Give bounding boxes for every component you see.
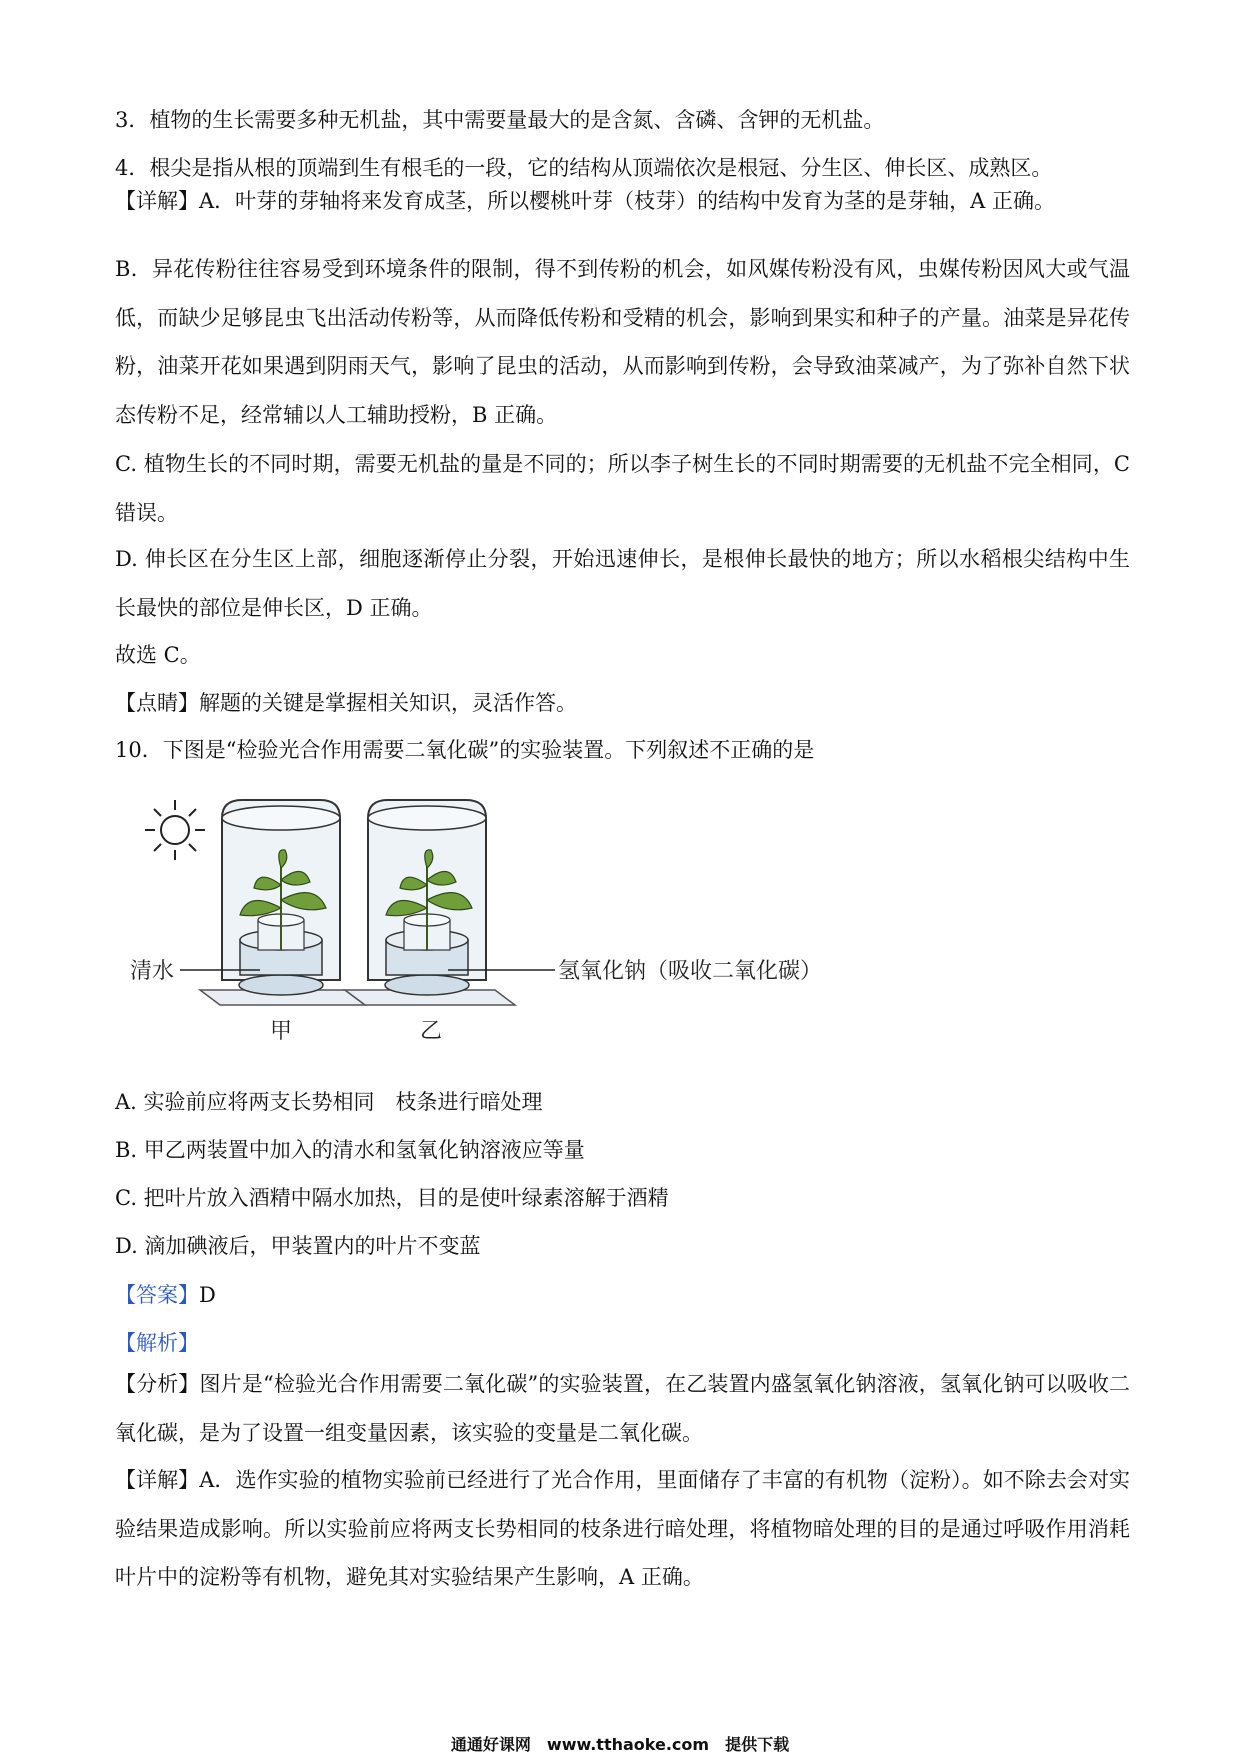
option-b: B. 甲乙两装置中加入的清水和氢氧化钠溶液应等量 (115, 1138, 585, 1162)
answer-label: 【答案】 (115, 1283, 199, 1307)
label-clear-water: 清水 (130, 959, 175, 984)
detail-option-a: 【详解】A．叶芽的芽轴将来发育成茎，所以樱桃叶芽（枝芽）的结构中发育为茎的是芽轴，A 正确。 (115, 189, 1056, 213)
knowledge-point-4: 4．根尖是指从根的顶端到生有根毛的一段，它的结构从顶端依次是根冠、分生区、伸长区、成熟区。 (115, 156, 1053, 180)
comment-line: 【点睛】解题的关键是掌握相关知识，灵活作答。 (115, 691, 577, 715)
sun-icon (145, 800, 205, 860)
experiment-figure (130, 790, 870, 1050)
option-c: C. 把叶片放入酒精中隔水加热，目的是使叶绿素溶解于酒精 (115, 1186, 669, 1210)
answer-line (115, 1280, 216, 1310)
page-footer: 通通好课网 www.tthaoke.com 提供下载 (450, 1735, 790, 1754)
label-jia: 甲 (270, 1019, 293, 1044)
apparatus-jia (200, 800, 365, 1005)
detail-option-b: B．异花传粉往往容易受到环境条件的限制，得不到传粉的机会，如风媒传粉没有风，虫媒传粉因风大或气温低，而缺少足够昆虫飞出活动传粉等，从而降低传粉和受精的机会，影响到果实和种子的产量。油菜是异花传粉，油菜开花如果遇到阴雨天气，影响了昆虫的活动，从而影响到传粉，会导致油菜减产，为了弥补自然下状态传粉不足，经常辅以人工辅助授粉，B 正确。 (115, 257, 1130, 427)
option-d: D. 滴加碘液后，甲装置内的叶片不变蓝 (115, 1234, 481, 1258)
detail-option-c: C. 植物生长的不同时期，需要无机盐的量是不同的；所以李子树生长的不同时期需要的无机盐不完全相同，C 错误。 (115, 452, 1130, 525)
question-10-stem: 10．下图是“检验光合作用需要二氧化碳”的实验装置。下列叙述不正确的是 (115, 738, 815, 762)
detail-q10-a: 【详解】A．选作实验的植物实验前已经进行了光合作用，里面储存了丰富的有机物（淀粉）。如不除去会对实验结果造成影响。所以实验前应将两支长势相同的枝条进行暗处理，将植物暗处理的目的是通过呼吸作用消耗叶片中的淀粉等有机物，避免其对实验结果产生影响，A 正确。 (115, 1468, 1130, 1589)
label-yi: 乙 (420, 1019, 443, 1044)
apparatus-yi (345, 800, 515, 1005)
analysis-label: 【解析】 (115, 1331, 199, 1355)
detail-option-d: D. 伸长区在分生区上部，细胞逐渐停止分裂，开始迅速伸长，是根伸长最快的地方；所以水稻根尖结构中生长最快的部位是伸长区，D 正确。 (115, 547, 1130, 620)
knowledge-point-3: 3．植物的生长需要多种无机盐，其中需要量最大的是含氮、含磷、含钾的无机盐。 (115, 108, 885, 132)
option-a: A. 实验前应将两支长势相同 枝条进行暗处理 (115, 1090, 543, 1114)
label-naoh: 氢氧化钠（吸收二氧化碳） (558, 959, 823, 984)
choice-line: 故选 C。 (115, 643, 201, 667)
answer-value: D (199, 1283, 216, 1307)
analysis-text: 【分析】图片是“检验光合作用需要二氧化碳”的实验装置，在乙装置内盛氢氧化钠溶液，氢氧化钠可以吸收二氧化碳，是为了设置一组变量因素，该实验的变量是二氧化碳。 (115, 1372, 1130, 1445)
